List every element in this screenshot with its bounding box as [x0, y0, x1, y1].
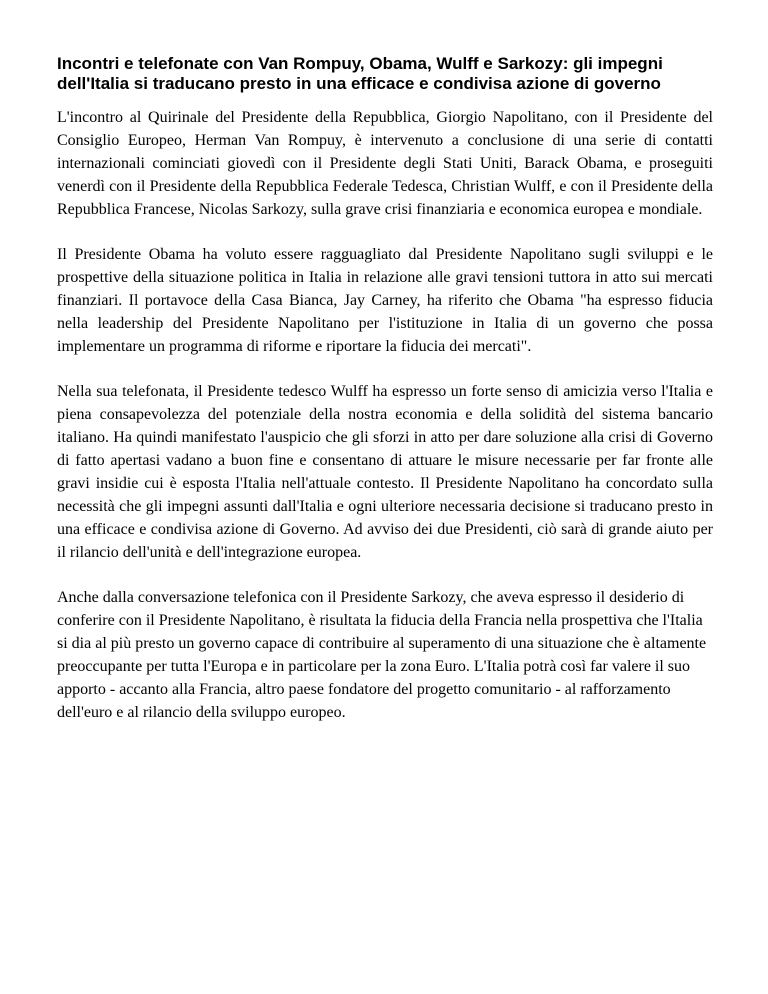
- paragraph-3: Nella sua telefonata, il Presidente tedesco Wulff ha espresso un forte senso di amicizia verso l'Italia e piena consapevolezza del potenziale della nostra economia e della solidità del sistema bancario italiano. Ha quindi manifestato l'auspicio che gli sforzi in atto per dare soluzione alla crisi di Governo di fatto apertasi vadano a buon fine e consentano di attuare le misure necessarie per far fronte alle gravi insidie cui è esposta l'Italia nell'attuale contesto. Il Presidente Napolitano ha concordato sulla necessità che gli impegni assunti dall'Italia e ogni ulteriore necessaria decisione si traducano presto in una efficace e condivisa azione di Governo. Ad avviso dei due Presidenti, ciò sarà di grande aiuto per il rilancio dell'unità e dell'integrazione europea.: [57, 383, 713, 561]
- article-title: Incontri e telefonate con Van Rompuy, Obama, Wulff e Sarkozy: gli impegni dell'Italia si traducano presto in una efficace e condivisa azione di governo: [57, 54, 663, 93]
- article-body: [57, 106, 713, 724]
- document-page: [57, 54, 713, 724]
- paragraph-1: L'incontro al Quirinale del Presidente della Repubblica, Giorgio Napolitano, con il Presidente del Consiglio Europeo, Herman Van Rompuy, è intervenuto a conclusione di una serie di contatti internazionali cominciati giovedì con il Presidente degli Stati Uniti, Barack Obama, e proseguiti venerdì con il Presidente della Repubblica Federale Tedesca, Christian Wulff, e con il Presidente della Repubblica Francese, Nicolas Sarkozy, sulla grave crisi finanziaria e economica europea e mondiale.: [57, 109, 713, 218]
- paragraph-2: Il Presidente Obama ha voluto essere ragguagliato dal Presidente Napolitano sugli sviluppi e le prospettive della situazione politica in Italia in relazione alle gravi tensioni tuttora in atto sui mercati finanziari. Il portavoce della Casa Bianca, Jay Carney, ha riferito che Obama "ha espresso fiducia nella leadership del Presidente Napolitano per l'istituzione in Italia di un governo che possa implementare un programma di riforme e riportare la fiducia dei mercati".: [57, 246, 713, 355]
- paragraph-4: Anche dalla conversazione telefonica con il Presidente Sarkozy, che aveva espresso il desiderio di conferire con il Presidente Napolitano, è risultata la fiducia della Francia nella prospettiva che l'Italia si dia al più presto un governo capace di contribuire al superamento di una situazione che è altamente preoccupante per tutta l'Europa e in particolare per la zona Euro. L'Italia potrà così far valere il suo apporto - accanto alla Francia, altro paese fondatore del progetto comunitario - al rafforzamento dell'euro e al rilancio della sviluppo europeo.: [57, 589, 707, 721]
